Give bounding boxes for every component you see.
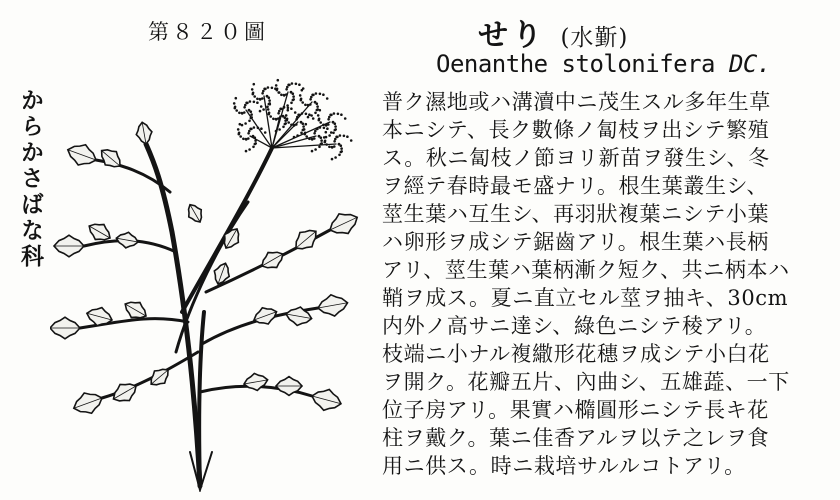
description-line: ヲ經テ春時最モ盛ナリ。根生葉叢生シ、 xyxy=(382,174,769,198)
flower-umbel xyxy=(233,79,353,160)
description-line: 内外ノ高サニ達シ、綠色ニシテ稜アリ。 xyxy=(382,314,767,338)
description-line: 莖生葉ハ互生シ、再羽狀複葉ニシテ小葉 xyxy=(382,202,770,226)
description-line: 位子房アリ。果實ハ橢圓形ニシテ長キ花 xyxy=(382,398,769,422)
description-line: ハ卵形ヲ成シテ鋸齒アリ。根生葉ハ長柄 xyxy=(382,230,769,254)
description-line: 用ニ供ス。時ニ栽培サルルコトアリ。 xyxy=(382,454,746,478)
figure-number: 第８２０圖 xyxy=(148,20,268,44)
description-line: 鞘ヲ成ス。夏ニ直立セル莖ヲ抽キ、30cm xyxy=(382,286,789,310)
title-kana: せり xyxy=(478,18,546,53)
family-label: からかさばな科 xyxy=(17,88,44,270)
plant-illustration xyxy=(50,52,370,492)
scientific-author: DC. xyxy=(728,50,771,78)
description-line: ス。秋ニ匐枝ノ節ヨリ新苗ヲ發生シ、冬 xyxy=(382,146,770,170)
description xyxy=(382,88,832,480)
scientific-name xyxy=(436,50,771,78)
description-line: 本ニシテ、長ク數條ノ匐枝ヲ出シテ繁殖 xyxy=(382,118,770,142)
description-line: 枝端ニ小ナル複繖形花穗ヲ成シテ小白花 xyxy=(382,342,770,366)
description-line: アリ、莖生葉ハ葉柄漸ク短ク、共ニ柄本ハ xyxy=(382,258,790,282)
title-kanji: (水斳) xyxy=(560,25,629,51)
scientific-genus-species: Oenanthe stolonifera xyxy=(436,50,715,78)
description-line: ヲ開ク。花瓣五片、內曲シ、五雄蕋、一下 xyxy=(382,370,790,394)
plant-title xyxy=(478,10,628,54)
description-line: 柱ヲ戴ク。葉ニ佳香アルヲ以テ之レヲ食 xyxy=(382,426,770,450)
description-line: 普ク濕地或ハ溝瀆中ニ茂生スル多年生草 xyxy=(382,90,771,114)
